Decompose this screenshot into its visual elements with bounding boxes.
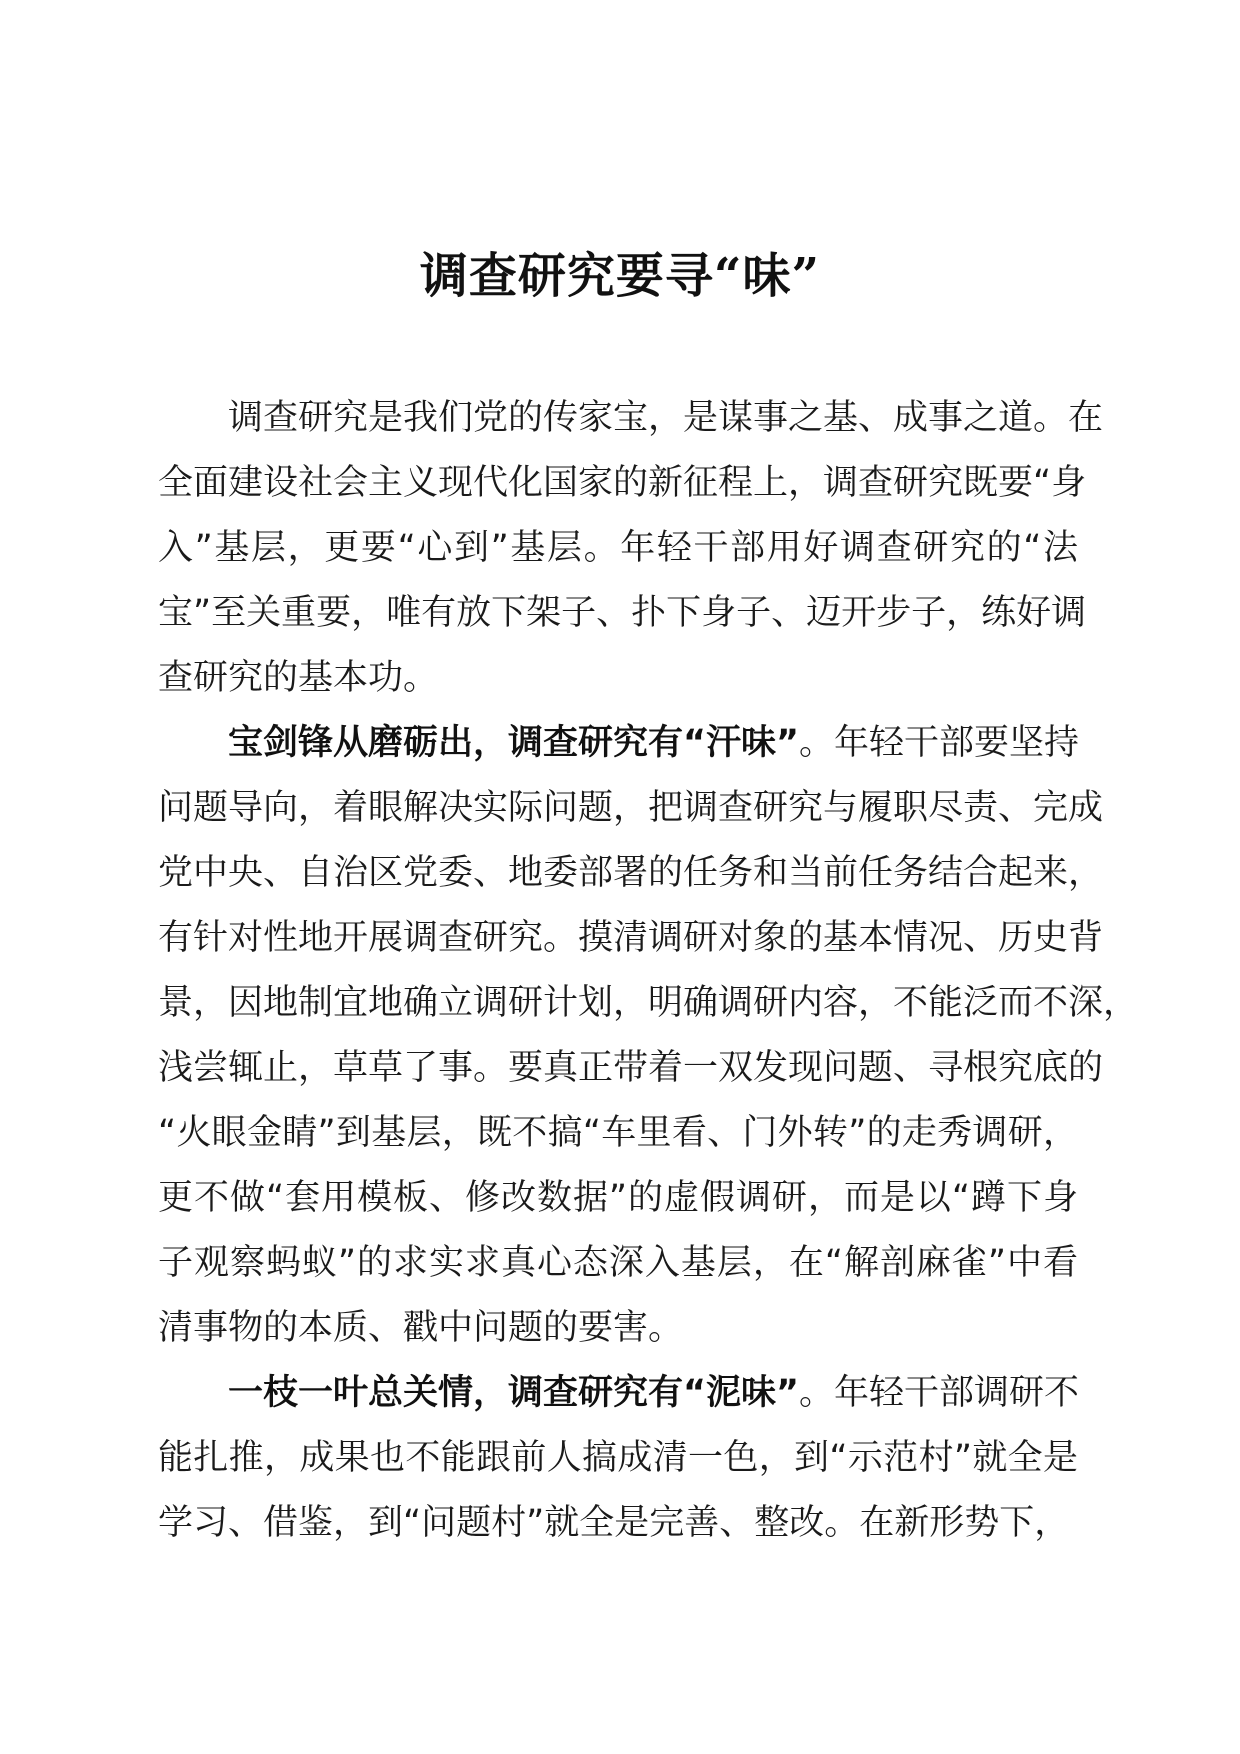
paragraph-intro	[158, 386, 1104, 711]
paragraph-line: 调查研究是我们党的传家宝，是谋事之基、成事之道。在	[228, 398, 1104, 438]
paragraph-line: 清事物的本质、戳中问题的要害。	[158, 1308, 684, 1348]
paragraph-line: 能扎推，成果也不能跟前人搞成清一色，到“示范村”就全是	[158, 1438, 1078, 1478]
paragraph-line: 子观察蚂蚁”的求实求真心态深入基层，在“解剖麻雀”中看	[158, 1243, 1078, 1283]
paragraph-line: 问题导向，着眼解决实际问题，把调查研究与履职尽责、完成	[158, 788, 1104, 828]
paragraph-line: 党中央、自治区党委、地委部署的任务和当前任务结合起来，	[158, 853, 1104, 893]
paragraph-line: 查研究的基本功。	[158, 658, 439, 698]
paragraph-first-line	[158, 1361, 1078, 1426]
document-body	[158, 386, 1139, 1556]
paragraph-lead-heading: 宝剑锋从磨砺出，调查研究有“汗味”	[228, 723, 800, 763]
paragraph-line: 宝”至关重要，唯有放下架子、扑下身子、迈开步子，练好调	[158, 593, 1087, 633]
paragraph-sweat	[158, 711, 1139, 1361]
paragraph-line: 景，因地制宜地确立调研计划，明确调研内容，不能泛而不深，	[158, 983, 1139, 1023]
paragraph-line: 入”基层，更要“心到”基层。年轻干部用好调查研究的“法	[158, 528, 1078, 568]
paragraph-line: 有针对性地开展调查研究。摸清调研对象的基本情况、历史背	[158, 918, 1104, 958]
paragraph-line: 学习、借鉴，到“问题村”就全是完善、整改。在新形势下，	[158, 1503, 1070, 1543]
paragraph-line: “火眼金睛”到基层，既不搞“车里看、门外转”的走秀调研，	[158, 1113, 1078, 1153]
paragraph-soil	[158, 1361, 1078, 1556]
page-title: 调查研究要寻“味”	[419, 248, 821, 304]
paragraph-lead-heading: 一枝一叶总关情，调查研究有“泥味”	[228, 1373, 800, 1413]
paragraph-lead-rest: 。年轻干部要坚持	[799, 723, 1080, 763]
paragraph-line: 浅尝辄止，草草了事。要真正带着一双发现问题、寻根究底的	[158, 1048, 1104, 1088]
paragraph-line: 更不做“套用模板、修改数据”的虚假调研，而是以“蹲下身	[158, 1178, 1078, 1218]
paragraph-lead-rest: 。年轻干部调研不	[799, 1373, 1080, 1413]
paragraph-first-line	[158, 711, 1078, 776]
paragraph-line: 全面建设社会主义现代化国家的新征程上，调查研究既要“身	[158, 463, 1087, 503]
